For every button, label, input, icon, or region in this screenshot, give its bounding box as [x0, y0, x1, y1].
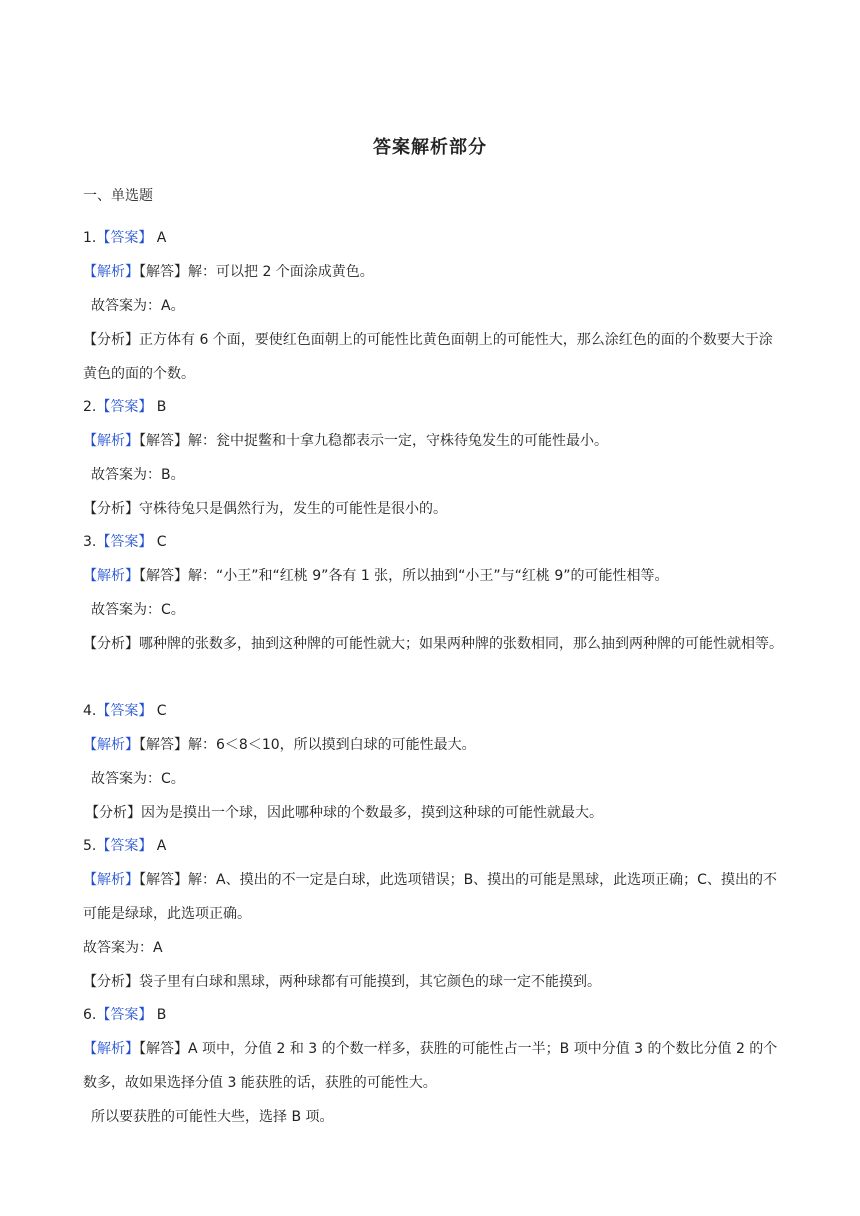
solve-text: A 项中，分值 2 和 3 的个数一样多，获胜的可能性占一半；B 项中分值 3 的个数比分值 2 的个数多，故如果选择分值 3 能获胜的话，获胜的可能性大。 [83, 1041, 778, 1091]
conclusion-line: 故答案为：C。 [91, 771, 185, 787]
explain-tag: 【解析】 [83, 568, 139, 584]
analysis-text: 守株待兔只是偶然行为，发生的可能性是很小的。 [139, 501, 447, 517]
solve-tag: 【解答】 [139, 433, 188, 449]
analysis-line [83, 802, 783, 836]
question-4 [83, 700, 783, 836]
solve-text: 解：“小王”和“红桃 9”各有 1 张，所以抽到“小王”与“红桃 9”的可能性相等。 [188, 568, 669, 584]
analysis-text: 袋子里有白球和黑球，两种球都有可能摸到，其它颜色的球一定不能摸到。 [139, 974, 601, 990]
explain-line [83, 430, 783, 464]
solve-text: 解：可以把 2 个面涂成黄色。 [188, 264, 374, 280]
answer-tag: 【答案】 [96, 534, 153, 550]
answer-line [83, 700, 783, 734]
analysis-text: 因为是摸出一个球，因此哪种球的个数最多，摸到这种球的可能性就最大。 [141, 805, 603, 821]
answer-line [83, 227, 783, 261]
solve-tag: 【解答】 [139, 264, 188, 280]
answer-line [83, 531, 783, 565]
explain-tag: 【解析】 [83, 1041, 139, 1057]
solve-tag: 【解答】 [139, 872, 188, 888]
answer-tag: 【答案】 [96, 703, 153, 719]
solve-text: 解：6＜8＜10，所以摸到白球的可能性最大。 [188, 737, 476, 753]
question-6 [83, 1004, 783, 1140]
solve-tag: 【解答】 [139, 1041, 188, 1057]
explain-tag: 【解析】 [83, 433, 139, 449]
analysis-text: 哪种牌的张数多，抽到这种牌的可能性就大；如果两种牌的张数相同，那么抽到两种牌的可能性就相等。 [139, 636, 783, 652]
question-1 [83, 227, 783, 391]
answer-value: A [152, 838, 167, 854]
analysis-tag: 【分析】 [83, 974, 139, 990]
explain-line [83, 261, 783, 295]
analysis-text: 正方体有 6 个面，要使红色面朝上的可能性比黄色面朝上的可能性大，那么涂红色的面的个数要大于涂黄色的面的个数。 [83, 332, 773, 382]
answer-value: C [152, 534, 167, 550]
solve-text: 解：A、摸出的不一定是白球，此选项错误；B、摸出的可能是黑球，此选项正确；C、摸出的不可能是绿球，此选项正确。 [83, 872, 777, 922]
question-3 [83, 531, 783, 661]
conclusion-line: 故答案为：A [83, 940, 163, 956]
analysis-line [83, 971, 783, 1005]
question-number: 6. [83, 1007, 97, 1023]
explain-tag: 【解析】 [83, 872, 139, 888]
analysis-tag: 【分析】 [83, 501, 139, 517]
question-2 [83, 396, 783, 532]
answer-value: C [152, 703, 167, 719]
question-number: 4. [83, 703, 97, 719]
explain-line [83, 1032, 783, 1100]
question-number: 2. [83, 399, 97, 415]
analysis-tag: 【分析】 [83, 332, 139, 348]
question-5 [83, 835, 783, 1005]
question-number: 5. [83, 838, 97, 854]
analysis-line [83, 498, 783, 532]
answer-tag: 【答案】 [96, 230, 153, 246]
conclusion-line: 所以要获胜的可能性大些，选择 B 项。 [91, 1109, 334, 1125]
answer-value: A [152, 230, 167, 246]
solve-text: 解：瓮中捉鳖和十拿九稳都表示一定，守株待兔发生的可能性最小。 [188, 433, 608, 449]
page-title: 答案解析部分 [373, 137, 487, 158]
solve-tag: 【解答】 [139, 737, 188, 753]
explain-line [83, 565, 783, 599]
analysis-tag: 【分析】 [85, 805, 141, 821]
question-number: 1. [83, 230, 97, 246]
conclusion-line: 故答案为：B。 [91, 467, 185, 483]
conclusion-line: 故答案为：A。 [91, 298, 185, 314]
answer-tag: 【答案】 [96, 399, 153, 415]
explain-line [83, 863, 783, 931]
answer-tag: 【答案】 [96, 838, 153, 854]
answer-line [83, 396, 783, 430]
question-number: 3. [83, 534, 97, 550]
explain-tag: 【解析】 [83, 737, 139, 753]
analysis-line [83, 323, 783, 391]
answer-value: B [152, 1007, 167, 1023]
solve-tag: 【解答】 [139, 568, 188, 584]
section-title: 一、单选题 [83, 188, 153, 204]
explain-line [83, 734, 783, 768]
answer-tag: 【答案】 [96, 1007, 153, 1023]
analysis-tag: 【分析】 [83, 636, 139, 652]
explain-tag: 【解析】 [83, 264, 139, 280]
conclusion-line: 故答案为：C。 [91, 602, 185, 618]
answer-value: B [152, 399, 167, 415]
analysis-line [83, 627, 783, 661]
